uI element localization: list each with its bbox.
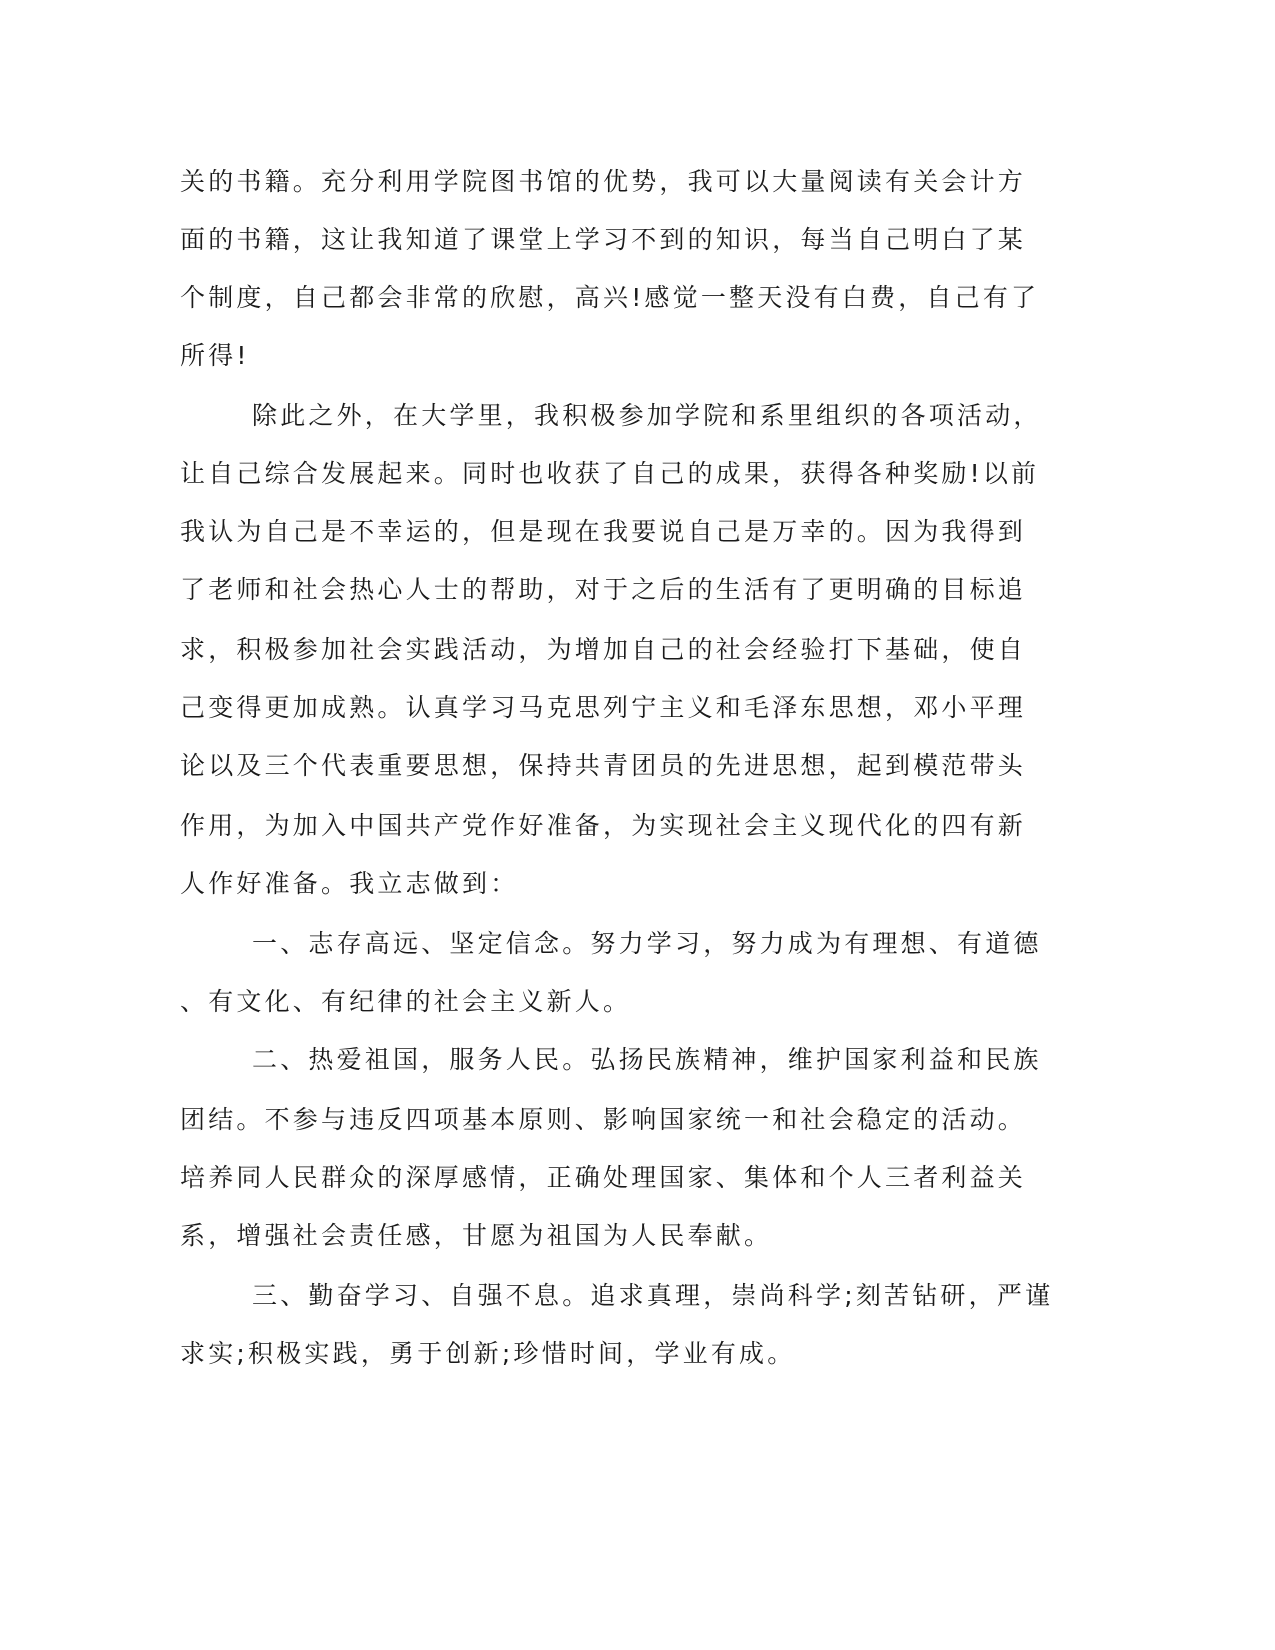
text-line: 培养同人民群众的深厚感情，正确处理国家、集体和个人三者利益关 bbox=[180, 1163, 1027, 1192]
text-line: 所得! bbox=[180, 341, 250, 370]
paragraph-first-line: 一、志存高远、坚定信念。努力学习，努力成为有理想、有道德 bbox=[252, 929, 1042, 958]
text-line: 作用，为加入中国共产党作好准备，为实现社会主义现代化的四有新 bbox=[180, 811, 1027, 840]
text-line: 个制度，自己都会非常的欣慰，高兴!感觉一整天没有白费，自己有了 bbox=[180, 283, 1040, 312]
text-line: 让自己综合发展起来。同时也收获了自己的成果，获得各种奖励!以前 bbox=[180, 459, 1040, 488]
text-line: 人作好准备。我立志做到： bbox=[180, 869, 519, 898]
text-line: 我认为自己是不幸运的，但是现在我要说自己是万幸的。因为我得到 bbox=[180, 517, 1027, 546]
text-line: 面的书籍，这让我知道了课堂上学习不到的知识，每当自己明白了某 bbox=[180, 225, 1027, 254]
text-line: 求实;积极实践，勇于创新;珍惜时间，学业有成。 bbox=[180, 1339, 796, 1368]
paragraph-first-line: 二、热爱祖国，服务人民。弘扬民族精神，维护国家利益和民族 bbox=[252, 1045, 1042, 1074]
text-line: 求，积极参加社会实践活动，为增加自己的社会经验打下基础，使自 bbox=[180, 635, 1027, 664]
text-line: 系，增强社会责任感，甘愿为祖国为人民奉献。 bbox=[180, 1221, 773, 1250]
text-line: 己变得更加成熟。认真学习马克思列宁主义和毛泽东思想，邓小平理 bbox=[180, 693, 1027, 722]
text-line: 团结。不参与违反四项基本原则、影响国家统一和社会稳定的活动。 bbox=[180, 1105, 1027, 1134]
text-line: 论以及三个代表重要思想，保持共青团员的先进思想，起到模范带头 bbox=[180, 751, 1027, 780]
text-line: 、有文化、有纪律的社会主义新人。 bbox=[180, 987, 632, 1016]
text-line: 了老师和社会热心人士的帮助，对于之后的生活有了更明确的目标追 bbox=[180, 575, 1027, 604]
paragraph-first-line: 除此之外，在大学里，我积极参加学院和系里组织的各项活动， bbox=[252, 401, 1042, 430]
text-line: 关的书籍。充分利用学院图书馆的优势，我可以大量阅读有关会计方 bbox=[180, 167, 1027, 196]
paragraph-first-line: 三、勤奋学习、自强不息。追求真理，崇尚科学;刻苦钻研，严谨 bbox=[252, 1281, 1054, 1310]
